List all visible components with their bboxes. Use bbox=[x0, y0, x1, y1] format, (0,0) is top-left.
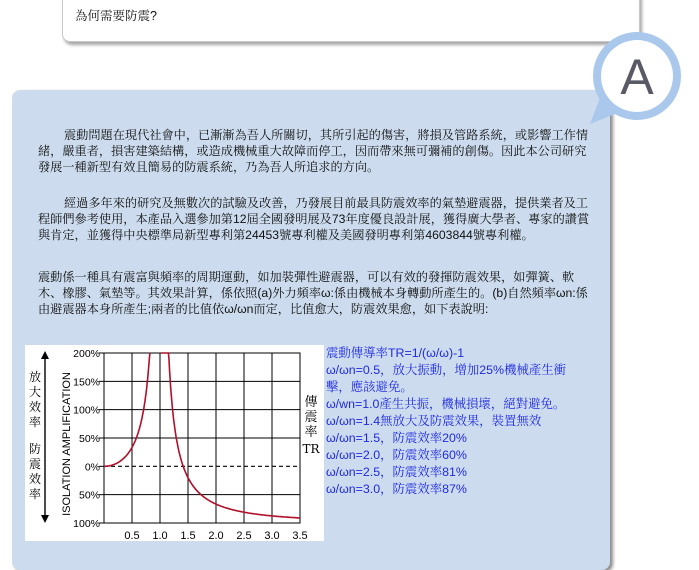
chart-labels bbox=[29, 348, 308, 541]
chart-svg bbox=[25, 345, 324, 541]
notes-list bbox=[326, 345, 576, 498]
note-item: ω/ωn=2.5，防震效率81% bbox=[326, 465, 467, 479]
note-item: ω/ωn=2.0，防震效率60% bbox=[326, 448, 467, 462]
chart-ytick-label: 50% bbox=[78, 489, 100, 502]
chart-left-label-bottom: 防 bbox=[28, 442, 42, 456]
transmissibility-chart bbox=[25, 345, 324, 541]
chart-right-label bbox=[301, 395, 321, 457]
chart-left-label-top: 率 bbox=[28, 415, 42, 429]
question-text: 為何需要防震? bbox=[75, 9, 157, 23]
chart-ytick-label: 200% bbox=[73, 348, 100, 360]
chart-ytick-label: 100% bbox=[73, 518, 100, 530]
chart-right-label-char: 震 bbox=[304, 410, 318, 425]
chart-left-label-top: 效 bbox=[28, 400, 42, 414]
answer-badge bbox=[586, 28, 688, 130]
paragraph-2: 經過多年來的研究及無數次的試驗及改善，乃發展目前最具防震效率的氣墊避震器，提供業者及工程師們參考使用，本產品入選參加第12屆全國發明展及73年度優良設計展，獲得廣大學者、專家的讚賞與肯定，並獲得中央標準局新型專利第24453號專利權及美國發明專利第4603844號專利權。 bbox=[38, 196, 590, 242]
chart-arrow-up-icon bbox=[41, 351, 49, 359]
chart-xtick-label: 1.0 bbox=[152, 530, 168, 541]
chart-xtick-label: 2.5 bbox=[236, 530, 252, 541]
chart-left-label-bottom: 震 bbox=[28, 457, 42, 471]
chart-ytick-label: 50% bbox=[78, 433, 100, 445]
question-card bbox=[62, 0, 640, 42]
chart-right-label-char: 傳 bbox=[304, 395, 318, 410]
chart-ytick-label: 0% bbox=[84, 461, 100, 474]
chart-xtick-label: 0.5 bbox=[124, 530, 140, 541]
chart-ytick-label: 150% bbox=[73, 376, 100, 389]
chart-left-label-top: 放 bbox=[28, 370, 42, 384]
chart-right-label-tr: TR bbox=[302, 442, 320, 456]
chart-xtick-label: 3.5 bbox=[292, 530, 308, 541]
note-item: ω/wn=1.0產生共振，機械損壞，絕對避免。 bbox=[326, 397, 566, 411]
chart-xtick-label: 3.0 bbox=[264, 530, 280, 541]
chart-right-label-char: 率 bbox=[304, 425, 318, 440]
note-item: ω/ωn=0.5，放大振動，增加25%機械產生衝擊，應該避免。 bbox=[326, 363, 567, 394]
chart-left-label-top: 大 bbox=[28, 385, 42, 399]
chart-arrow-down-icon bbox=[41, 515, 49, 523]
answer-badge-letter: A bbox=[620, 49, 654, 105]
chart-ytick-label: 100% bbox=[73, 404, 100, 417]
note-formula: 震動傳導率TR=1/(ω/ω)-1 bbox=[326, 346, 465, 360]
chart-left-label-bottom: 率 bbox=[28, 487, 42, 501]
paragraph-1: 震動問題在現代社會中，已漸漸為吾人所關切，其所引起的傷害，將損及管路系統，或影響工作情緒，嚴重者，損害建築結構，或造成機械重大故障而停工，因而帶來無可彌補的創傷。因此本公司研究發展一種新型有效且簡易的防震系統，乃為吾人所追求的方向。 bbox=[38, 128, 589, 174]
note-item: ω/ωn=1.5，防震效率20% bbox=[326, 431, 467, 445]
answer-badge-icon bbox=[586, 28, 688, 130]
paragraph-3: 震動係一種具有震富與頻率的周期運動，如加裝彈性避震器，可以有效的發揮防震效果，如彈簧、軟木、橡膠、氣墊等。其效果計算，係依照(a)外力頻率ω:係由機械本身轉動所產生的。(b)自然頻率ωn:係由避震器本身所產生;兩者的比值依ω/ωn而定，比值愈大，防震效果愈，如下表說明: bbox=[38, 270, 588, 316]
note-item: ω/ωn=1.4無放大及防震效果，裝置無效 bbox=[326, 414, 542, 428]
chart-xtick-label: 2.0 bbox=[208, 530, 224, 541]
chart-curve-isolation bbox=[161, 353, 300, 518]
chart-xtick-label: 1.5 bbox=[180, 530, 196, 541]
note-item: ω/ωn=3.0，防震效率87% bbox=[326, 482, 467, 496]
chart-ylabel: ISOLATION AMPLIFICATION bbox=[61, 372, 73, 516]
chart-left-label-bottom: 效 bbox=[28, 472, 42, 486]
